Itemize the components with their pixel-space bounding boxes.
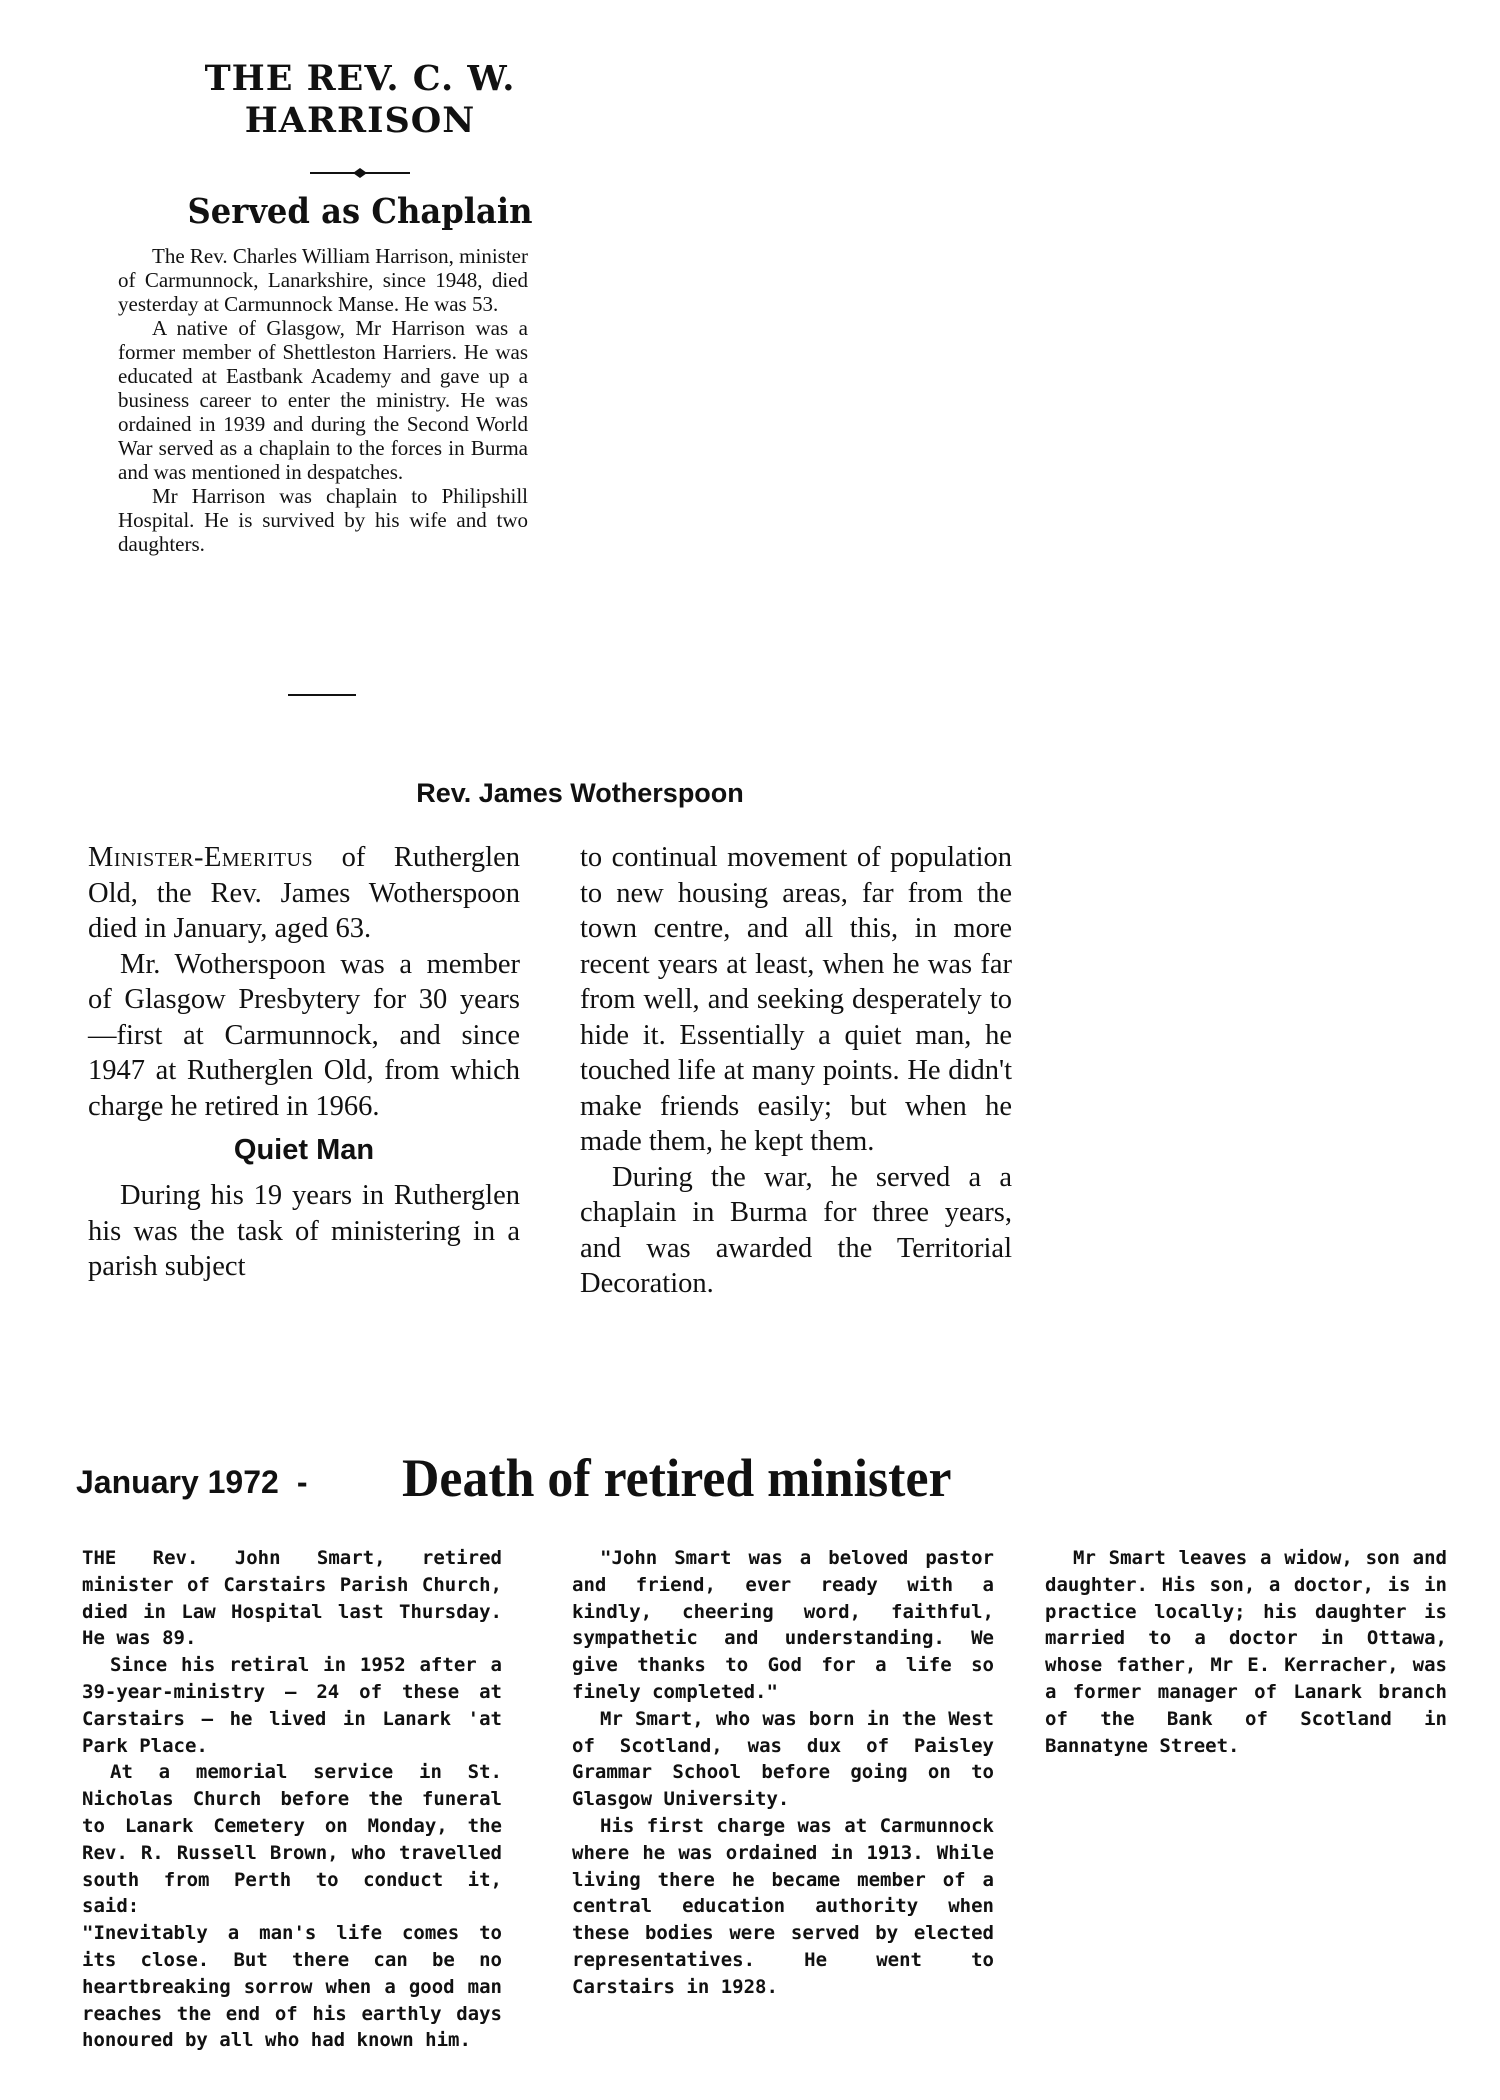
paragraph bbox=[88, 840, 520, 947]
paragraph: The Rev. Charles William Harrison, minister of Carmunnock, Lanarkshire, since 1948, died yesterday at Carmunnock Manse. He was 53. bbox=[118, 244, 528, 316]
article-wotherspoon-column-2 bbox=[580, 840, 1012, 1302]
title-line-2: HARRISON bbox=[244, 100, 476, 141]
lead-smallcaps: Minister-Emeritus bbox=[88, 842, 314, 873]
paragraph: Mr Smart, who was born in the West of Scotland, was dux of Paisley Grammar School before going on to Glasgow University. bbox=[572, 1707, 994, 1811]
article-smart-column-2 bbox=[572, 1545, 994, 2001]
end-rule bbox=[288, 694, 356, 696]
article-smart-column-3 bbox=[1045, 1545, 1447, 1759]
subhead-quiet-man: Quiet Man bbox=[233, 1134, 375, 1166]
paragraph: At a memorial service in St. Nicholas Church before the funeral to Lanark Cemetery on Monday, the Rev. R. Russell Brown, who travelled south from Perth to conduct it, said: bbox=[82, 1761, 502, 1918]
paragraph: Since his retiral in 1952 after a 39-year-ministry — 24 of these at Carstairs — he lived in Lanark 'at Park Place. bbox=[82, 1654, 502, 1757]
paragraph: "Inevitably a man's life comes to its close. But there can be no heartbreaking sorrow when a good man reaches the end of his earthly days honoured by all who had known him. bbox=[82, 1922, 502, 2052]
paragraph: to continual movement of population to new housing areas, far from the town centre, and all this, in more recent years at least, when he was far from well, and seeking desperately to hide it. Essentially a quiet man, he touched life at many points. He didn't make friends easily; but when he made them, he kept them. bbox=[580, 842, 1012, 1157]
title-line-1: THE REV. C. W. bbox=[204, 58, 516, 99]
article-smart-dateline bbox=[76, 1462, 307, 1502]
article-harrison-subtitle-box bbox=[110, 192, 610, 232]
article-harrison-body bbox=[118, 244, 528, 556]
paragraph: Mr Harrison was chaplain to Philipshill Hospital. He is survived by his wife and two daughters. bbox=[118, 484, 528, 556]
paragraph: Mr Smart leaves a widow, son and daughter. His son, a doctor, is in practice locally; his daughter is married to a doctor in Ottawa, whose father, Mr E. Kerracher, was a former manager of Lanark branch of the Bank of Scotland in Bannatyne Street. bbox=[1045, 1547, 1447, 1757]
date-label: January 1972 bbox=[76, 1464, 279, 1500]
date-dash: - bbox=[296, 1464, 308, 1500]
paragraph: His first charge was at Carmunnock where he was ordained in 1913. While living there he became member of a central education authority when these bodies were served by elected representatives. He went to Carstairs in 1928. bbox=[572, 1814, 994, 1998]
diamond-rule-divider bbox=[310, 166, 410, 180]
lead-rest: of Rutherglen Old, the Rev. James Wotherspoon died in January, aged 63. bbox=[88, 842, 520, 944]
paragraph: THE Rev. John Smart, retired minister of Carstairs Parish Church, died in Law Hospital last Thursday. He was 89. bbox=[82, 1547, 502, 1650]
paragraph: A native of Glasgow, Mr Harrison was a former member of Shettleston Harriers. He was educated at Eastbank Academy and gave up a business career to enter the ministry. He was ordained in 1939 and during the Second World War served as a chaplain to the forces in Burma and was mentioned in despatches. bbox=[118, 316, 528, 484]
paragraph: During his 19 years in Rutherglen his was the task of ministering in a parish subject bbox=[88, 1180, 520, 1282]
paragraph: "John Smart was a beloved pastor and friend, ever ready with a kindly, cheering word, faithful, sympathetic and understanding. We give thanks to God for a life so finely completed." bbox=[572, 1547, 994, 1703]
article-harrison-subtitle: Served as Chaplain bbox=[187, 191, 533, 232]
paragraph: Mr. Wotherspoon was a member of Glasgow Presbytery for 30 years—first at Carmunnock, and since 1947 at Rutherglen Old, from which charge he retired in 1966. bbox=[88, 948, 520, 1122]
article-smart-headline: Death of retired minister bbox=[402, 1448, 952, 1508]
article-harrison-title bbox=[110, 58, 610, 142]
article-wotherspoon-headline: Rev. James Wotherspoon bbox=[416, 778, 744, 808]
paragraph: During the war, he served a a chaplain in Burma for three years, and was awarded the Territorial Decoration. bbox=[580, 1161, 1012, 1299]
article-wotherspoon-column-1 bbox=[88, 840, 520, 1285]
article-smart-column-1 bbox=[82, 1545, 502, 2054]
